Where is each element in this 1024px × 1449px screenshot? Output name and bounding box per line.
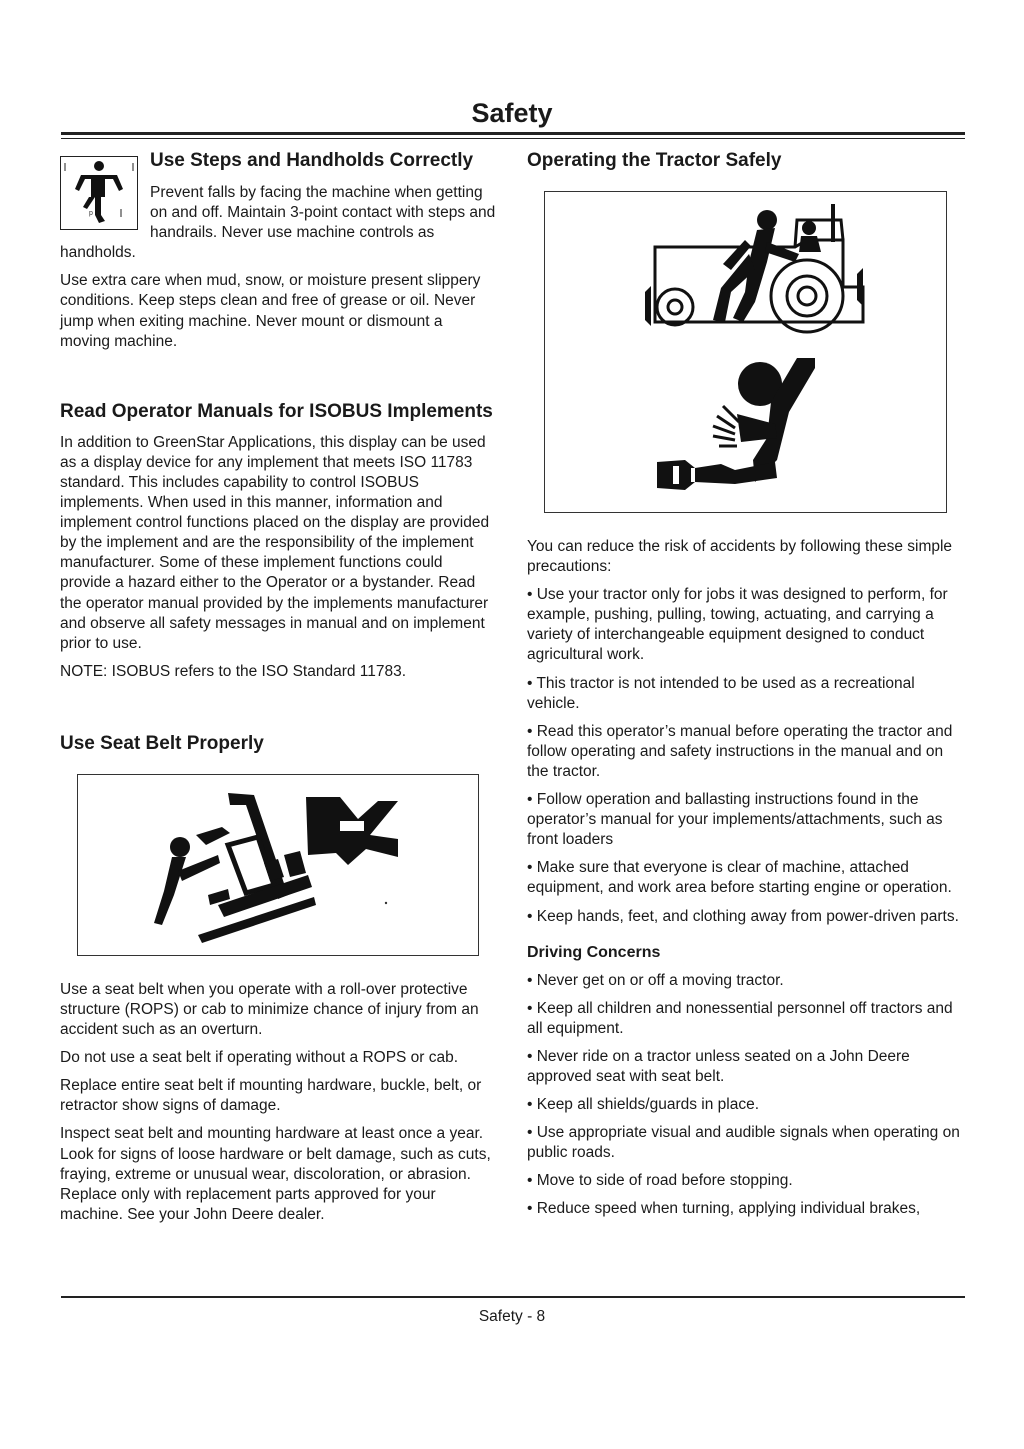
- svg-text:p: p: [89, 210, 93, 217]
- driving-concerns-list: [527, 971, 963, 1220]
- right-column: [527, 146, 963, 1220]
- page-footer: Safety - 8: [478, 1308, 546, 1325]
- driving-item: • Never get on or off a moving tractor.: [527, 971, 784, 989]
- rollover-illustration: [77, 774, 479, 956]
- driving-item: • Move to side of road before stopping.: [527, 1172, 793, 1190]
- header-rule-thin: [61, 138, 965, 139]
- seatbelt-paragraph-2: Do not use a seat belt if operating without a ROPS or cab.: [60, 1049, 459, 1067]
- driving-item: • Reduce speed when turning, applying individual brakes,: [527, 1200, 921, 1218]
- left-column: [60, 146, 496, 1225]
- precaution-item: • Keep hands, feet, and clothing away from power-driven parts.: [527, 907, 959, 925]
- footer-rule: [61, 1296, 965, 1298]
- driving-item: • Keep all children and nonessential personnel off tractors and all equipment.: [527, 999, 953, 1037]
- tractor-intro: You can reduce the risk of accidents by following these simple precautions:: [527, 538, 953, 576]
- seatbelt-paragraph-3: Replace entire seat belt if mounting hardware, buckle, belt, or retractor show signs of damage.: [60, 1077, 482, 1115]
- isobus-section: [60, 400, 496, 682]
- seatbelt-paragraph-1: Use a seat belt when you operate with a roll-over protective structure (ROPS) or cab to minimize chance of injury from an accident such as an overturn.: [60, 980, 479, 1039]
- precaution-item: • Make sure that everyone is clear of machine, attached equipment, and work area before starting engine or operation.: [527, 859, 952, 897]
- steps-section: [60, 149, 496, 352]
- driving-concerns-heading: Driving Concerns: [527, 943, 661, 961]
- steps-paragraph-1: Prevent falls by facing the machine when getting on and off. Maintain 3-point contact with steps and handrails. Never use machine controls as handholds.: [60, 184, 496, 262]
- seatbelt-paragraph-4: Inspect seat belt and mounting hardware at least once a year. Look for signs of loose hardware or belt damage, such as cuts, fraying, extreme or unusual wear, discoloration, or abrasion. Replace only with replacement parts approved for your machine. See your John Deere dealer.: [60, 1125, 491, 1223]
- precaution-item: • This tractor is not intended to be used as a recreational vehicle.: [527, 674, 915, 712]
- driving-item: • Keep all shields/guards in place.: [527, 1096, 760, 1114]
- precautions-list: [527, 585, 963, 926]
- precaution-item: • Follow operation and ballasting instructions found in the operator’s manual for your implements/attachments, such as front loaders: [527, 791, 943, 849]
- precaution-item: • Read this operator’s manual before operating the tractor and follow operating and safety instructions in the manual and on the tractor.: [527, 722, 953, 780]
- seatbelt-heading: Use Seat Belt Properly: [60, 732, 264, 754]
- driving-item: • Use appropriate visual and audible signals when operating on public roads.: [527, 1124, 960, 1162]
- isobus-paragraph: In addition to GreenStar Applications, this display can be used as a display device for any implement that meets ISO 11783 standard. This includes capability to control ISOBUS implements. When used in this manner, information and implement control functions placed on the display are provided by the implement and are the responsibility of the implement manufacturer. Some of these implement functions could provide a hazard either to the Operator or a bystander. Read the operator manual provided by the implements manufacturer and observe all safety messages in manual and on implement prior to use.: [60, 433, 490, 652]
- steps-paragraph-2: Use extra care when mud, snow, or moisture present slippery conditions. Keep steps clean and free of grease or oil. Never jump when exiting machine. Never mount or dismount a moving machine.: [60, 272, 481, 350]
- isobus-note: NOTE: ISOBUS refers to the ISO Standard 11783.: [60, 662, 407, 680]
- header-rule: [61, 132, 965, 135]
- tractor-hazard-illustration: [544, 191, 947, 513]
- page-title: Safety: [471, 98, 553, 128]
- precaution-item: • Use your tractor only for jobs it was designed to perform, for example, pushing, pulling, towing, actuating, and carrying a variety of interchangeable equipment designed to conduct agricultural work.: [527, 586, 948, 664]
- isobus-heading: Read Operator Manuals for ISOBUS Implements: [60, 400, 493, 422]
- seatbelt-section: [60, 732, 496, 1225]
- steps-handholds-icon: [60, 156, 138, 230]
- steps-heading: Use Steps and Handholds Correctly: [150, 150, 474, 171]
- driving-item: • Never ride on a tractor unless seated on a John Deere approved seat with seat belt.: [527, 1047, 910, 1085]
- tractor-safety-heading: Operating the Tractor Safely: [527, 150, 782, 171]
